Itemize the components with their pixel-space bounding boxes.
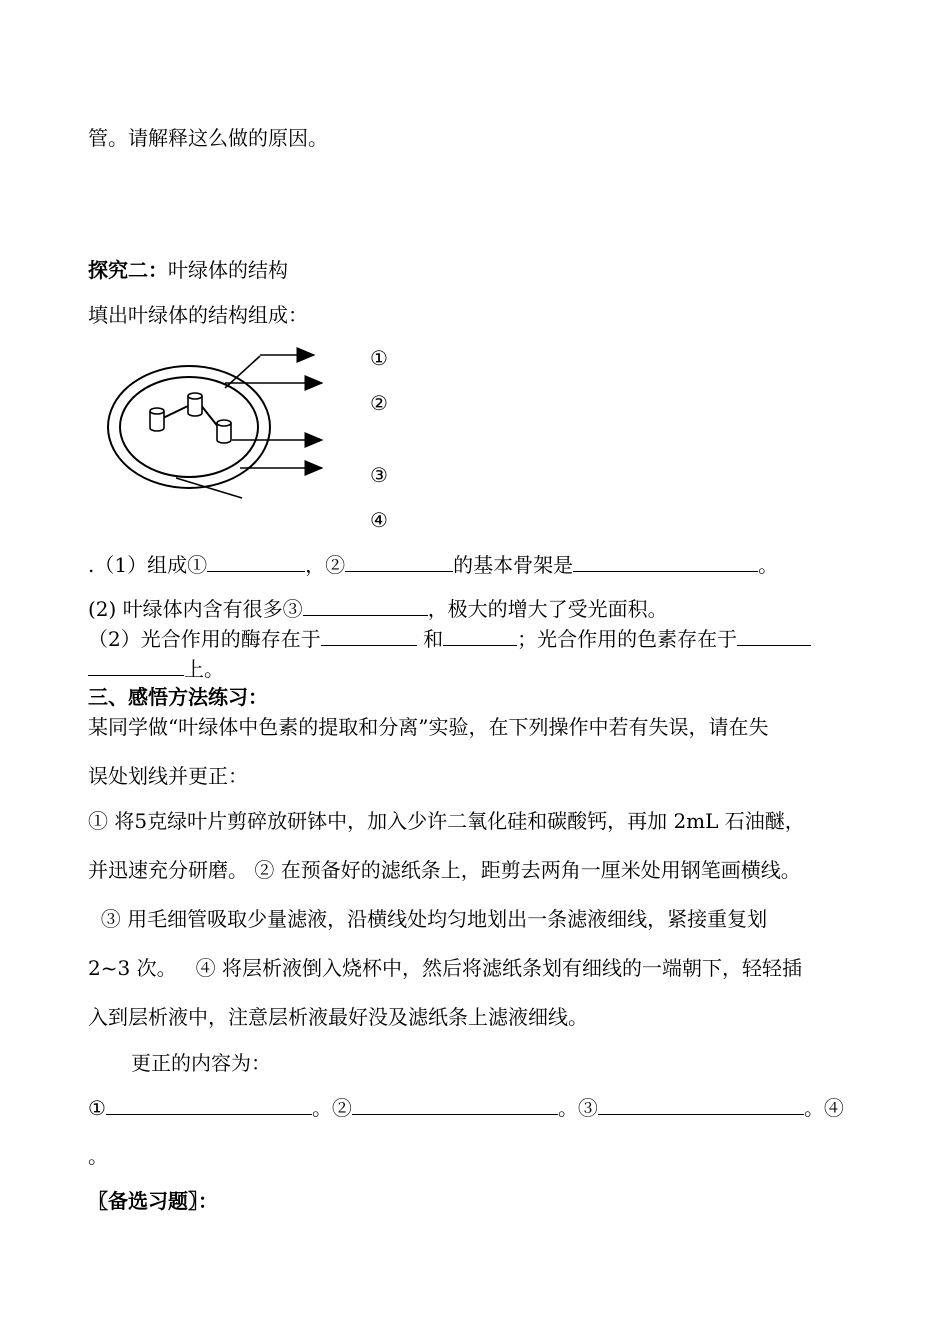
answer-line (88, 1094, 844, 1121)
diagram-label-1: ① (370, 346, 388, 370)
section3-title: 三、感悟方法练习： (88, 685, 268, 709)
q2-end: ，极大的增大了受光面积。 (427, 597, 668, 621)
answer-blank[interactable] (321, 625, 417, 646)
q3-prefix: （2）光合作用的酶存在于 (88, 627, 321, 651)
diagram-label-3: ③ (370, 463, 388, 487)
answer-blank[interactable] (345, 551, 453, 572)
answer-blank[interactable] (598, 1094, 804, 1115)
q1-prefix: .（1）组成① (88, 553, 208, 577)
section3-p6: 2~3 次。 ④ 将层析液倒入烧杯中，然后将滤纸条划有细线的一端朝下，轻轻插 (88, 956, 802, 980)
answer-blank[interactable] (443, 625, 517, 646)
answer-blank[interactable] (352, 1094, 558, 1115)
answer-blank[interactable] (737, 625, 811, 646)
ans-label-2: 。② (311, 1096, 352, 1120)
section2-instruction: 填出叶绿体的结构组成： (88, 303, 308, 327)
granum-3 (217, 420, 231, 443)
stroma-lamella (200, 404, 219, 428)
question-1 (88, 551, 778, 578)
intro-line: 管。请解释这么做的原因。 (88, 126, 328, 150)
answer-line-end: 。 (88, 1144, 108, 1168)
answer-blank[interactable] (106, 1094, 312, 1115)
diagram-label-4: ④ (370, 508, 388, 532)
diagram-label-2: ② (370, 391, 388, 415)
stroma-lamella (163, 405, 190, 418)
section3-p1: 某同学做“叶绿体中色素的提取和分离”实验，在下列操作中若有失误，请在失 (88, 715, 769, 739)
q1-mid2: 的基本骨架是 (453, 553, 574, 577)
q3-mid1: 和 (416, 627, 444, 651)
section3-p3: ① 将5克绿叶片剪碎放研钵中，加入少许二氧化硅和碳酸钙，再加 2mL 石油醚， (88, 809, 805, 833)
answer-blank[interactable] (573, 551, 758, 572)
section3-p7: 入到层析液中，注意层析液最好没及滤纸条上滤液细线。 (88, 1005, 588, 1029)
q3-mid2: ；光合作用的色素存在于 (517, 627, 738, 651)
inner-membrane (120, 377, 258, 477)
granum-1 (150, 408, 164, 431)
question-3 (88, 625, 811, 652)
section2-title-rest: 叶绿体的结构 (168, 258, 288, 282)
q3-line2-end: 上。 (184, 657, 224, 681)
answer-blank[interactable] (303, 595, 428, 616)
section3-p5: ③ 用毛细管吸取少量滤液，沿横线处均匀地划出一条滤液细线，紧接重复划 (88, 907, 768, 931)
granum-2 (188, 393, 202, 416)
section3-p4: 并迅速充分研磨。 ② 在预备好的滤纸条上，距剪去两角一厘米处用钢笔画横线。 (88, 858, 801, 882)
section3-p2: 误处划线并更正： (88, 764, 248, 788)
ans-label-1: ① (88, 1096, 106, 1120)
outer-membrane (108, 366, 270, 488)
q1-mid1: ，② (305, 553, 346, 577)
question-3-cont (88, 655, 224, 682)
answer-blank[interactable] (207, 551, 305, 572)
q1-end: 。 (758, 553, 779, 577)
q2-prefix: (2) 叶绿体内含有很多③ (88, 597, 303, 621)
section2-title-bold: 探究二： (88, 258, 168, 282)
question-2 (88, 595, 668, 622)
section3-p8: 更正的内容为： (131, 1051, 271, 1075)
answer-blank[interactable] (88, 655, 184, 676)
ans-label-3: 。③ (557, 1096, 598, 1120)
ans-label-4: 。④ (803, 1096, 844, 1120)
extra-exercises-title: 〖备选习题〗： (88, 1189, 218, 1213)
